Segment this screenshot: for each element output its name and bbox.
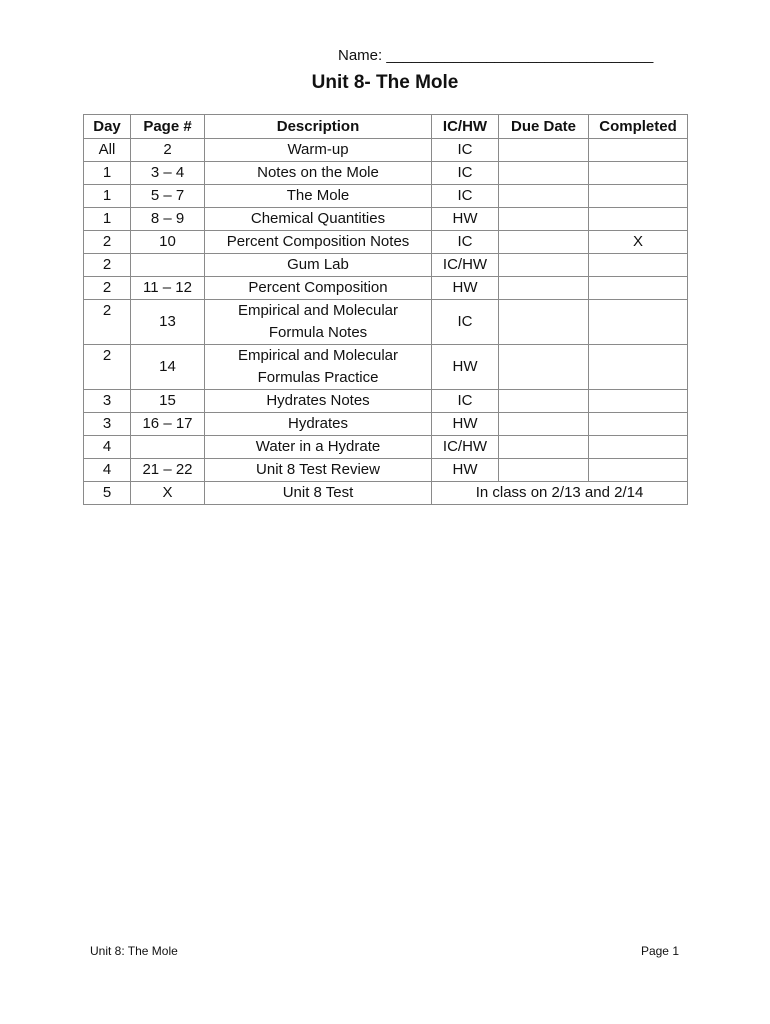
page-cell: 5 – 7 [131,185,205,208]
page-cell: 3 – 4 [131,162,205,185]
ichw-cell: IC [432,390,499,413]
completed-cell[interactable] [589,139,688,162]
column-header-page: Page # [131,115,205,139]
column-header-description: Description [205,115,432,139]
day-cell: 3 [84,390,131,413]
completed-cell[interactable] [589,254,688,277]
completed-cell[interactable] [589,459,688,482]
due-date-cell[interactable] [499,436,589,459]
due-date-cell[interactable] [499,139,589,162]
ichw-cell: IC [432,300,499,345]
due-date-cell[interactable] [499,413,589,436]
due-date-cell[interactable] [499,185,589,208]
table-row [84,208,688,231]
description-cell: Hydrates Notes [205,390,432,413]
day-cell: 2 [84,345,131,390]
completed-cell[interactable] [589,162,688,185]
ichw-cell: IC/HW [432,436,499,459]
table-row [84,482,688,505]
page-cell: 2 [131,139,205,162]
due-date-cell[interactable] [499,254,589,277]
due-date-cell[interactable] [499,390,589,413]
ichw-cell: IC [432,185,499,208]
completed-cell[interactable] [589,277,688,300]
footer-page-number: Page 1 [640,944,679,958]
description-line: Empirical and Molecular [237,347,399,364]
completed-cell[interactable] [589,436,688,459]
table-row [84,413,688,436]
table-row [84,300,688,345]
day-cell: 1 [84,162,131,185]
completed-cell[interactable] [589,185,688,208]
description-cell: Percent Composition Notes [205,231,432,254]
description-line: Empirical and Molecular [237,302,399,319]
table-row [84,231,688,254]
day-cell: 4 [84,459,131,482]
column-header-completed: Completed [589,115,688,139]
description-cell: Gum Lab [205,254,432,277]
day-cell: 1 [84,185,131,208]
due-date-cell[interactable] [499,162,589,185]
ichw-cell: HW [432,413,499,436]
column-header-ichw: IC/HW [432,115,499,139]
page-cell: 11 – 12 [131,277,205,300]
assignment-table [83,114,688,505]
day-cell: 2 [84,254,131,277]
due-date-cell[interactable] [499,208,589,231]
ichw-cell: HW [432,277,499,300]
day-cell: 1 [84,208,131,231]
description-cell: Water in a Hydrate [205,436,432,459]
description-cell: Unit 8 Test Review [205,459,432,482]
table-row [84,254,688,277]
ichw-cell: HW [432,208,499,231]
day-cell: 2 [84,300,131,345]
description-cell: Percent Composition [205,277,432,300]
page-cell [131,254,205,277]
due-date-cell[interactable] [499,277,589,300]
page-cell: 10 [131,231,205,254]
footer-unit-label: Unit 8: The Mole [90,944,178,958]
description-line: Formulas Practice [257,369,379,386]
table-row [84,345,688,390]
completed-cell[interactable] [589,390,688,413]
description-cell: Chemical Quantities [205,208,432,231]
due-date-cell[interactable] [499,231,589,254]
page-cell: 15 [131,390,205,413]
ichw-cell: IC/HW [432,254,499,277]
ichw-cell: IC [432,162,499,185]
day-cell: 2 [84,277,131,300]
page-cell: X [131,482,205,505]
ichw-cell: IC [432,139,499,162]
table-row [84,185,688,208]
ichw-cell: HW [432,345,499,390]
table-header-row [84,115,688,139]
page-cell: 16 – 17 [131,413,205,436]
table-row [84,459,688,482]
page-title: Unit 8- The Mole [311,72,459,93]
name-field-label: Name: ________________________________ [338,47,654,64]
description-cell: Hydrates [205,413,432,436]
page-cell: 13 [131,300,205,345]
table-row [84,162,688,185]
completed-cell[interactable] [589,208,688,231]
day-cell: 5 [84,482,131,505]
due-date-cell[interactable] [499,300,589,345]
description-cell: Unit 8 Test [205,482,432,505]
description-cell: Notes on the Mole [205,162,432,185]
day-cell: 4 [84,436,131,459]
table-row [84,139,688,162]
page-cell [131,436,205,459]
description-cell: Warm-up [205,139,432,162]
ichw-cell: IC [432,231,499,254]
page-cell: 21 – 22 [131,459,205,482]
day-cell: All [84,139,131,162]
column-header-day: Day [84,115,131,139]
page-cell: 8 – 9 [131,208,205,231]
ichw-cell: HW [432,459,499,482]
description-cell: The Mole [205,185,432,208]
day-cell: 2 [84,231,131,254]
test-date-note: In class on 2/13 and 2/14 [432,482,688,505]
completed-cell[interactable] [589,345,688,390]
table-row [84,277,688,300]
description-cell [205,345,432,390]
completed-cell[interactable] [589,300,688,345]
due-date-cell[interactable] [499,345,589,390]
column-header-due-date: Due Date [499,115,589,139]
completed-cell[interactable]: X [589,231,688,254]
due-date-cell[interactable] [499,459,589,482]
table-row [84,390,688,413]
description-line: Formula Notes [268,324,368,341]
completed-cell[interactable] [589,413,688,436]
description-cell [205,300,432,345]
day-cell: 3 [84,413,131,436]
page-cell: 14 [131,345,205,390]
table-row [84,436,688,459]
